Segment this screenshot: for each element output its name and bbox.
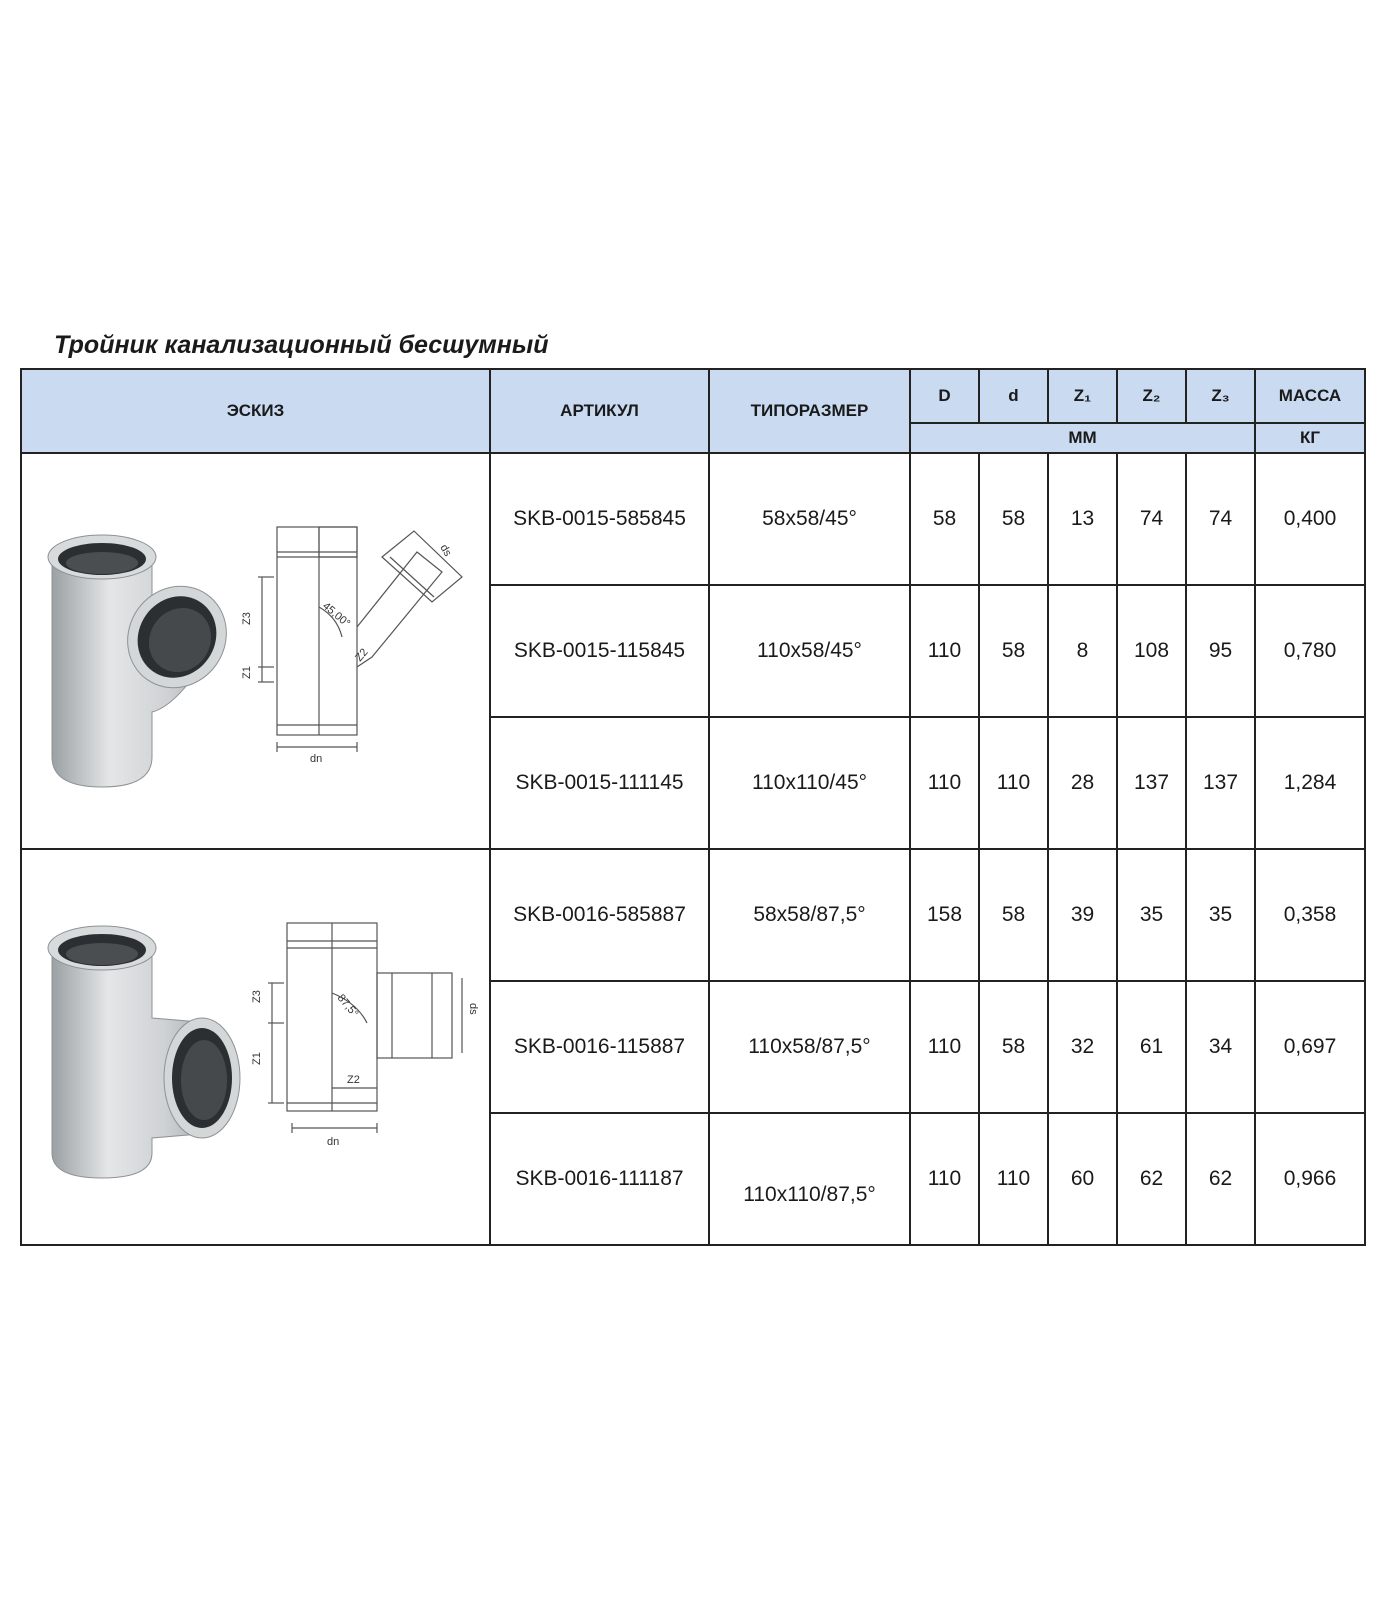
tee-45-dn-label: dn — [310, 753, 323, 765]
cell-article: SKB-0016-115887 — [490, 981, 709, 1113]
cell-article: SKB-0016-111187 — [490, 1113, 709, 1245]
tee-45-ds-label: ds — [437, 542, 454, 559]
header-article: АРТИКУЛ — [490, 369, 709, 453]
cell-size: 58x58/45° — [709, 453, 910, 585]
cell-size: 58x58/87,5° — [709, 849, 910, 981]
cell-mass: 0,400 — [1255, 453, 1365, 585]
cell-z1: 39 — [1048, 849, 1117, 981]
sketch-45-tee — [21, 453, 490, 849]
cell-D: 158 — [910, 849, 979, 981]
cell-z1: 8 — [1048, 585, 1117, 717]
cell-z2: 108 — [1117, 585, 1186, 717]
cell-mass: 0,780 — [1255, 585, 1365, 717]
header-sketch: ЭСКИЗ — [21, 369, 490, 453]
spec-table — [20, 368, 1366, 1246]
tee-45-z3-label: Z3 — [241, 612, 253, 625]
tee-45-illustration — [22, 457, 487, 845]
cell-mass: 0,966 — [1255, 1113, 1365, 1245]
cell-size: 110x110/45° — [709, 717, 910, 849]
header-z1: Z₁ — [1048, 369, 1117, 423]
cell-D: 110 — [910, 1113, 979, 1245]
cell-z1: 28 — [1048, 717, 1117, 849]
header-unit-kg: КГ — [1255, 423, 1365, 453]
cell-z2: 62 — [1117, 1113, 1186, 1245]
cell-z1: 13 — [1048, 453, 1117, 585]
cell-article: SKB-0015-111145 — [490, 717, 709, 849]
cell-z3: 62 — [1186, 1113, 1255, 1245]
cell-size: 110x58/87,5° — [709, 981, 910, 1113]
cell-article: SKB-0015-115845 — [490, 585, 709, 717]
sketch-87-tee — [21, 849, 490, 1245]
cell-mass: 1,284 — [1255, 717, 1365, 849]
cell-mass: 0,358 — [1255, 849, 1365, 981]
header-d: d — [979, 369, 1048, 423]
tee-87-ds-label: ds — [467, 1003, 479, 1015]
cell-z3: 137 — [1186, 717, 1255, 849]
cell-z1: 32 — [1048, 981, 1117, 1113]
header-z2: Z₂ — [1117, 369, 1186, 423]
tee-87-angle-label: 87,5° — [334, 992, 361, 1020]
tee-87-z2-label: Z2 — [347, 1074, 360, 1086]
table-row — [21, 849, 1365, 981]
cell-d: 58 — [979, 981, 1048, 1113]
cell-z3: 95 — [1186, 585, 1255, 717]
cell-z2: 35 — [1117, 849, 1186, 981]
header-unit-mm: ММ — [910, 423, 1255, 453]
tee-45-z1-label: Z1 — [241, 666, 253, 679]
table-row — [21, 453, 1365, 585]
header-D: D — [910, 369, 979, 423]
cell-article: SKB-0016-585887 — [490, 849, 709, 981]
cell-D: 110 — [910, 717, 979, 849]
cell-d: 110 — [979, 1113, 1048, 1245]
cell-d: 110 — [979, 717, 1048, 849]
cell-z3: 35 — [1186, 849, 1255, 981]
cell-z3: 74 — [1186, 453, 1255, 585]
tee-87-photo — [48, 926, 240, 1178]
cell-d: 58 — [979, 849, 1048, 981]
tee-45-drawing — [258, 527, 462, 752]
cell-d: 58 — [979, 585, 1048, 717]
tee-87-z1-label: Z1 — [251, 1052, 263, 1065]
cell-article: SKB-0015-585845 — [490, 453, 709, 585]
cell-z2: 137 — [1117, 717, 1186, 849]
header-mass: МАССА — [1255, 369, 1365, 423]
tee-87-illustration — [22, 853, 487, 1241]
cell-z3: 34 — [1186, 981, 1255, 1113]
tee-87-dn-label: dn — [327, 1136, 340, 1148]
cell-size — [709, 1113, 910, 1245]
cell-size-text: 110x110/87,5° — [743, 1183, 876, 1206]
tee-45-angle-label: 45,00° — [320, 600, 353, 630]
cell-z1: 60 — [1048, 1113, 1117, 1245]
cell-D: 110 — [910, 981, 979, 1113]
cell-D: 110 — [910, 585, 979, 717]
cell-z2: 61 — [1117, 981, 1186, 1113]
header-size: ТИПОРАЗМЕР — [709, 369, 910, 453]
tee-87-z3-label: Z3 — [251, 990, 263, 1003]
cell-D: 58 — [910, 453, 979, 585]
cell-z2: 74 — [1117, 453, 1186, 585]
header-z3: Z₃ — [1186, 369, 1255, 423]
page-title: Тройник канализационный бесшумный — [54, 331, 549, 359]
tee-87-drawing — [268, 923, 462, 1133]
cell-size: 110x58/45° — [709, 585, 910, 717]
tee-45-z2-label: Z2 — [353, 646, 371, 664]
cell-mass: 0,697 — [1255, 981, 1365, 1113]
cell-d: 58 — [979, 453, 1048, 585]
tee-45-photo — [48, 535, 246, 787]
